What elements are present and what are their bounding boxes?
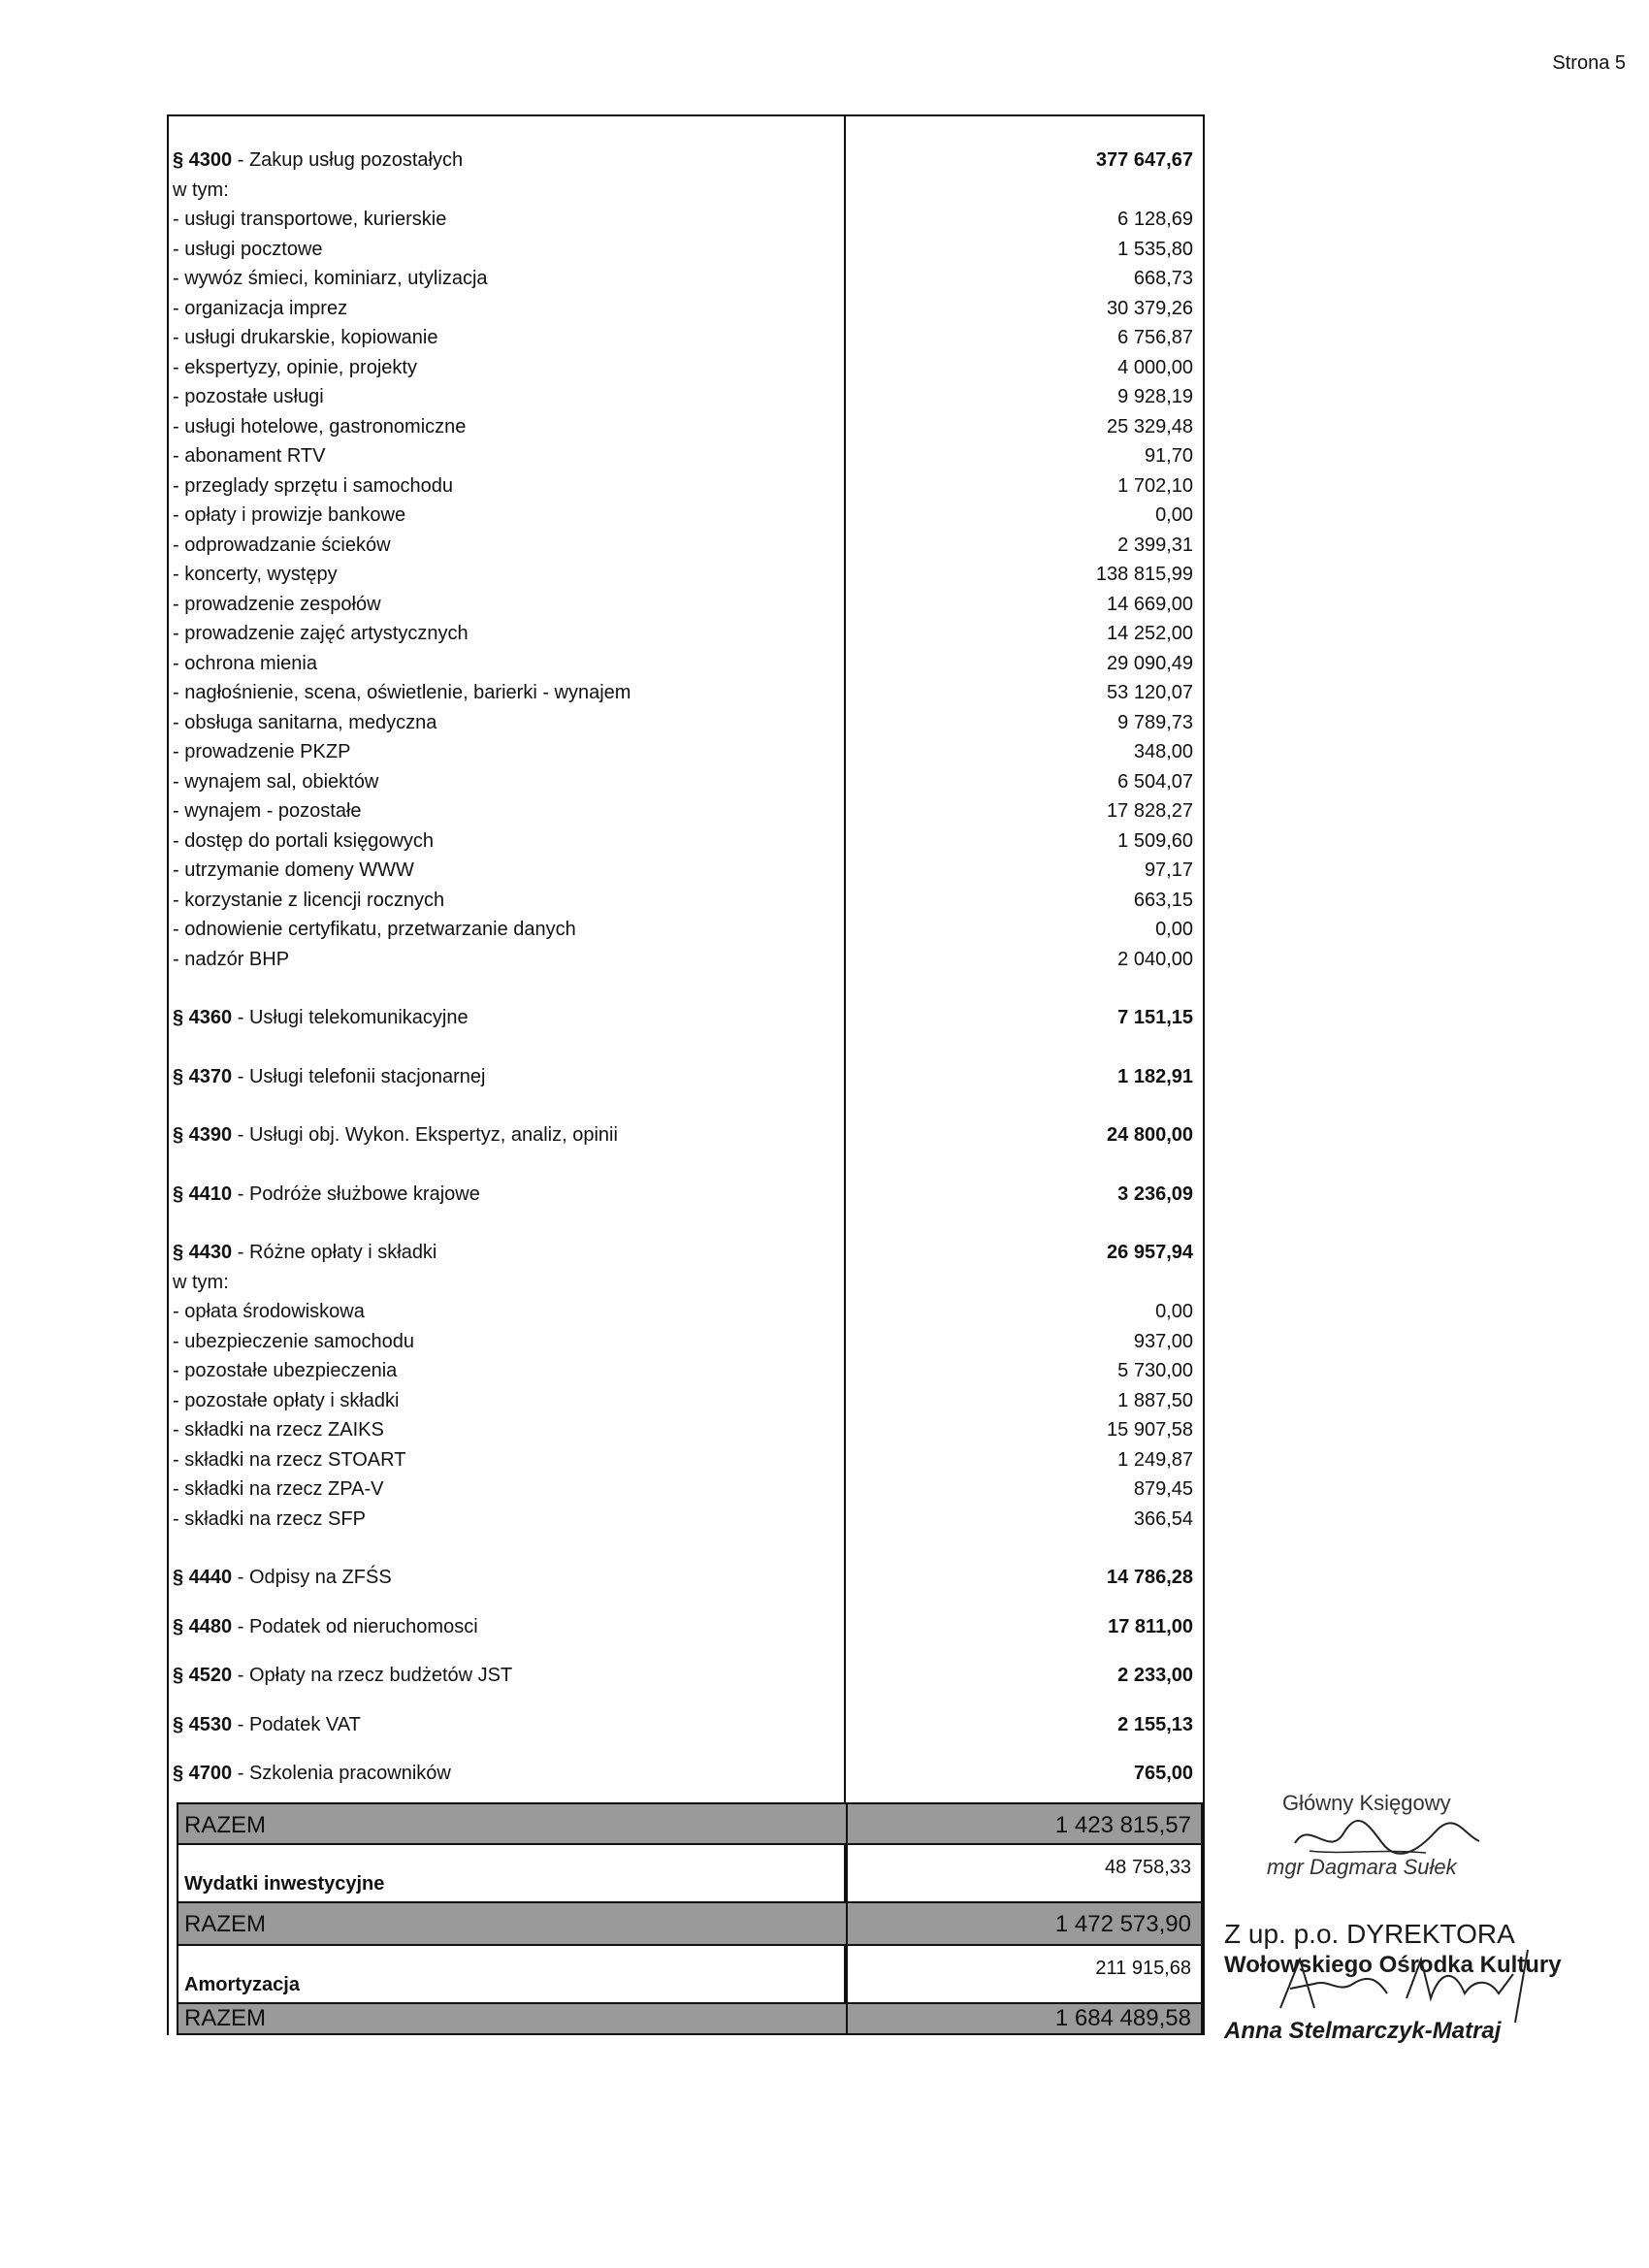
line-item-label: - pozostałe ubezpieczenia: [173, 1360, 398, 1381]
total-label: RAZEM: [184, 2004, 266, 2031]
section-code: § 4360: [173, 1007, 233, 1028]
section-4300-items: [169, 205, 1205, 974]
line-item-label: - nagłośnienie, scena, oświetlenie, barierki - wynajem: [173, 682, 631, 703]
line-item-amount: 2 040,00: [1117, 948, 1193, 970]
expense-table: [167, 114, 1205, 2035]
line-item-label: - odnowienie certyfikatu, przetwarzanie danych: [173, 919, 576, 940]
line-item-row: [169, 737, 1205, 767]
line-item-row: [169, 915, 1205, 945]
line-item-row: [169, 826, 1205, 857]
line-item-row: [169, 1327, 1205, 1357]
line-item-label: - składki na rzecz ZPA-V: [173, 1478, 384, 1500]
chief-accountant-name: mgr Dagmara Sułek: [1267, 1855, 1457, 1879]
line-item-row: [169, 205, 1205, 235]
line-item-row: [169, 323, 1205, 353]
section-4430-row: [169, 1238, 1205, 1268]
chief-accountant-title: Główny Księgowy: [1282, 1791, 1451, 1815]
summary-divider: [846, 1903, 848, 1944]
section-title: - Podatek od nieruchomosci: [237, 1615, 478, 1637]
line-item-label: - pozostałe usługi: [173, 386, 324, 407]
section-4430-label: [173, 1238, 436, 1268]
section-4390-row: [169, 1120, 1205, 1150]
section-code: § 4370: [173, 1065, 233, 1087]
line-item-amount: 6 756,87: [1117, 327, 1193, 348]
section-title: - Szkolenia pracowników: [237, 1763, 451, 1784]
line-item-amount: 1 702,10: [1117, 474, 1193, 497]
section-4520-amount: 2 233,00: [1117, 1665, 1193, 1686]
line-item-label: - korzystanie z licencji rocznych: [173, 889, 445, 911]
line-item-label: - odprowadzanie ścieków: [173, 534, 391, 556]
line-item-label: - obsługa sanitarna, medyczna: [173, 711, 437, 733]
line-item-amount: 6 128,69: [1117, 209, 1193, 230]
section-code: § 4530: [173, 1713, 233, 1735]
section-code: § 4390: [173, 1124, 233, 1146]
director-name: Anna Stelmarczyk-Matraj: [1224, 2018, 1502, 2044]
line-item-label: - ekspertyzy, opinie, projekty: [173, 356, 417, 378]
depreciation-row: [177, 1946, 1203, 2004]
line-item-amount: 4 000,00: [1117, 356, 1193, 378]
section-4480-row: [169, 1612, 1205, 1642]
line-item-row: [169, 531, 1205, 561]
line-item-amount: 663,15: [1133, 889, 1193, 911]
line-item-label: - usługi transportowe, kurierskie: [173, 209, 447, 230]
w-tym-label-row: [169, 1268, 1205, 1298]
line-item-label: - utrzymanie domeny WWW: [173, 859, 414, 881]
line-item-amount: 1 509,60: [1117, 829, 1193, 852]
total-amount: 1 423 815,57: [1054, 1811, 1191, 1838]
line-item-row: [169, 1386, 1205, 1416]
section-4520-label: [173, 1661, 512, 1691]
line-item-row: [169, 1445, 1205, 1475]
section-4300-label: [173, 146, 463, 176]
line-item-amount: 366,54: [1133, 1507, 1193, 1530]
section-4440-label: [173, 1563, 392, 1593]
section-4410-row: [169, 1180, 1205, 1210]
line-item-row: [169, 590, 1205, 620]
summary-divider: [846, 1804, 848, 1843]
line-item-amount: 937,00: [1133, 1330, 1193, 1352]
total-label: RAZEM: [184, 1910, 266, 1937]
section-4370-row: [169, 1062, 1205, 1092]
line-item-row: [169, 471, 1205, 502]
section-4700-amount: 765,00: [1133, 1763, 1193, 1784]
w-tym-label: w tym:: [173, 178, 229, 201]
section-4360-amount: 7 151,15: [1117, 1007, 1193, 1028]
line-item-label: - wynajem sal, obiektów: [173, 770, 379, 793]
line-item-amount: 15 907,58: [1107, 1419, 1193, 1441]
section-4520-row: [169, 1661, 1205, 1691]
section-code: § 4520: [173, 1665, 233, 1686]
section-4410-amount: 3 236,09: [1117, 1183, 1193, 1205]
section-title: - Podatek VAT: [237, 1713, 361, 1735]
line-item-amount: 25 329,48: [1107, 415, 1193, 437]
section-4480-amount: 17 811,00: [1108, 1615, 1193, 1637]
line-item-amount: 29 090,49: [1107, 652, 1193, 674]
section-code: § 4480: [173, 1615, 233, 1637]
section-4700-label: [173, 1759, 451, 1789]
section-4480-label: [173, 1612, 478, 1642]
section-4370-label: [173, 1062, 485, 1092]
line-item-amount: 14 252,00: [1107, 623, 1193, 644]
section-4530-amount: 2 155,13: [1117, 1713, 1193, 1735]
section-4440-amount: 14 786,28: [1107, 1567, 1193, 1588]
line-item-amount: 1 535,80: [1117, 238, 1193, 260]
w-tym-label: w tym:: [173, 1271, 229, 1293]
section-4360-row: [169, 1003, 1205, 1033]
line-item-label: - usługi hotelowe, gastronomiczne: [173, 415, 467, 437]
director-line-1: Z up. p.o. DYREKTORA: [1224, 1919, 1515, 1949]
line-item-row: [169, 353, 1205, 383]
section-4410-label: [173, 1180, 480, 1210]
line-item-amount: 14 669,00: [1107, 593, 1193, 615]
total-amount: 1 472 573,90: [1054, 1910, 1191, 1937]
section-title: - Usługi obj. Wykon. Ekspertyz, analiz, opinii: [237, 1124, 618, 1146]
line-item-label: - opłaty i prowizje bankowe: [173, 504, 406, 526]
line-item-amount: 879,45: [1133, 1478, 1193, 1500]
line-item-row: [169, 856, 1205, 886]
line-item-label: - ochrona mienia: [173, 652, 317, 674]
line-item-amount: 0,00: [1155, 504, 1193, 526]
line-item-amount: 1 249,87: [1117, 1448, 1193, 1471]
line-item-row: [169, 1474, 1205, 1505]
line-item-row: [169, 886, 1205, 916]
section-code: § 4700: [173, 1763, 233, 1784]
section-4440-row: [169, 1563, 1205, 1593]
line-item-row: [169, 708, 1205, 738]
depreciation-label: Amortyzacja: [184, 1973, 300, 1995]
section-code: § 4440: [173, 1567, 233, 1588]
line-item-amount: 138 815,99: [1095, 564, 1193, 585]
summary-divider: [846, 2004, 848, 2033]
line-item-label: - opłata środowiskowa: [173, 1301, 365, 1322]
total-row-3: [177, 2004, 1203, 2035]
line-item-amount: 348,00: [1133, 741, 1193, 762]
director-signature-icon: [1261, 1940, 1552, 2027]
line-item-amount: 6 504,07: [1117, 770, 1193, 793]
line-item-amount: 97,17: [1144, 859, 1193, 881]
line-item-row: [169, 678, 1205, 708]
section-code: § 4300: [173, 149, 233, 171]
section-4430-amount: 26 957,94: [1107, 1242, 1193, 1263]
section-4530-row: [169, 1710, 1205, 1740]
line-item-row: [169, 945, 1205, 975]
line-item-row: [169, 264, 1205, 294]
section-title: - Zakup usług pozostałych: [237, 149, 464, 171]
section-4360-label: [173, 1003, 469, 1033]
investment-row: [177, 1845, 1203, 1903]
line-item-row: [169, 1415, 1205, 1445]
total-label: RAZEM: [184, 1811, 266, 1838]
line-item-amount: 0,00: [1155, 919, 1193, 940]
line-item-row: [169, 1297, 1205, 1327]
depreciation-amount: 211 915,68: [1095, 1957, 1191, 1979]
section-title: - Różne opłaty i składki: [237, 1242, 437, 1263]
line-item-amount: 0,00: [1155, 1301, 1193, 1322]
section-title: - Usługi telefonii stacjonarnej: [237, 1065, 486, 1087]
line-item-row: [169, 796, 1205, 826]
line-item-row: [169, 412, 1205, 442]
summary-divider: [846, 1946, 848, 2002]
line-item-label: - wynajem - pozostałe: [173, 800, 362, 822]
line-item-row: [169, 441, 1205, 471]
expense-report-sheet: [167, 114, 1205, 2031]
line-item-label: - przeglady sprzętu i samochodu: [173, 474, 454, 497]
line-item-row: [169, 1356, 1205, 1386]
section-4390-label: [173, 1120, 618, 1150]
line-item-amount: 9 789,73: [1117, 711, 1193, 733]
line-item-label: - organizacja imprez: [173, 297, 348, 319]
line-item-amount: 2 399,31: [1117, 534, 1193, 556]
line-item-label: - prowadzenie zespołów: [173, 593, 381, 615]
line-item-label: - prowadzenie zajęć artystycznych: [173, 623, 469, 644]
line-item-row: [169, 1505, 1205, 1535]
line-item-label: - składki na rzecz ZAIKS: [173, 1419, 384, 1441]
line-item-row: [169, 294, 1205, 324]
line-item-row: [169, 619, 1205, 649]
section-4370-amount: 1 182,91: [1117, 1065, 1193, 1087]
section-4390-amount: 24 800,00: [1107, 1124, 1193, 1146]
line-item-amount: 53 120,07: [1107, 682, 1193, 703]
line-item-label: - prowadzenie PKZP: [173, 741, 351, 762]
line-item-row: [169, 767, 1205, 797]
line-item-label: - wywóz śmieci, kominiarz, utylizacja: [173, 268, 488, 289]
line-item-amount: 9 928,19: [1117, 386, 1193, 407]
director-line-2: Wołowskiego Ośrodka Kultury: [1224, 1952, 1562, 1978]
line-item-amount: 1 887,50: [1117, 1389, 1193, 1411]
total-amount: 1 684 489,58: [1054, 2004, 1191, 2031]
line-item-amount: 5 730,00: [1117, 1360, 1193, 1381]
line-item-amount: 91,70: [1144, 445, 1193, 467]
section-title: - Podróże służbowe krajowe: [237, 1183, 480, 1205]
line-item-label: - składki na rzecz STOART: [173, 1448, 406, 1471]
section-code: § 4410: [173, 1183, 233, 1205]
section-4430-items: [169, 1297, 1205, 1534]
line-item-row: [169, 382, 1205, 412]
line-item-amount: 668,73: [1133, 268, 1193, 289]
line-item-row: [169, 560, 1205, 590]
line-item-label: - usługi drukarskie, kopiowanie: [173, 327, 438, 348]
section-4300-amount: 377 647,67: [1095, 149, 1193, 171]
summary-divider: [846, 1845, 848, 1901]
line-item-label: - usługi pocztowe: [173, 238, 323, 260]
total-row-1: [177, 1802, 1203, 1845]
section-4300-row: [169, 146, 1205, 176]
line-item-amount: 17 828,27: [1107, 800, 1193, 822]
line-item-label: - nadzór BHP: [173, 948, 290, 970]
line-item-row: [169, 235, 1205, 265]
section-4700-row: [169, 1759, 1205, 1789]
w-tym-label-row: [169, 176, 1205, 206]
section-title: - Odpisy na ZFŚS: [237, 1567, 392, 1588]
line-item-label: - ubezpieczenie samochodu: [173, 1330, 415, 1352]
section-code: § 4430: [173, 1242, 233, 1263]
line-item-row: [169, 501, 1205, 531]
line-item-label: - abonament RTV: [173, 445, 326, 467]
line-item-label: - dostęp do portali księgowych: [173, 829, 435, 852]
section-title: - Usługi telekomunikacyjne: [237, 1007, 469, 1028]
line-item-label: - pozostałe opłaty i składki: [173, 1389, 400, 1411]
investment-label: Wydatki inwestycyjne: [184, 1872, 385, 1895]
section-title: - Opłaty na rzecz budżetów JST: [237, 1665, 513, 1686]
line-item-row: [169, 649, 1205, 679]
total-row-2: [177, 1903, 1203, 1946]
section-4530-label: [173, 1710, 361, 1740]
line-item-label: - składki na rzecz SFP: [173, 1507, 366, 1530]
line-item-label: - koncerty, występy: [173, 564, 338, 585]
line-item-amount: 30 379,26: [1107, 297, 1193, 319]
page-number: Strona 5: [1552, 52, 1626, 74]
investment-amount: 48 758,33: [1105, 1856, 1191, 1878]
